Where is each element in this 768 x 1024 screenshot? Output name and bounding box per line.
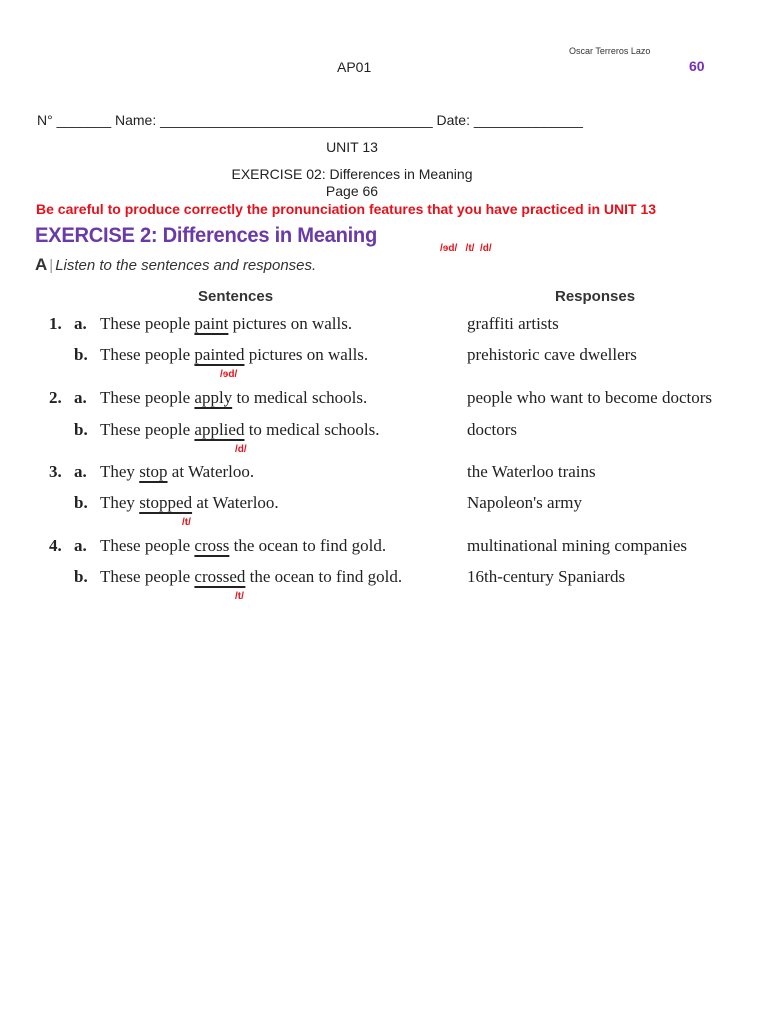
target-verb: cross (194, 536, 230, 555)
item-letter: a. (74, 314, 87, 333)
sentence-start: They (100, 462, 140, 481)
item-letter: b. (74, 567, 88, 586)
response: doctors (467, 420, 518, 439)
exercise-item (0, 314, 768, 346)
exercise-item (0, 536, 768, 568)
item-number: 1. (49, 314, 62, 333)
sentence-end: to medical schools. (232, 388, 368, 407)
unit-label: UNIT 13 (326, 139, 378, 155)
sentences-header: Sentences (198, 288, 274, 305)
divider: | (49, 257, 54, 274)
target-verb: stop (139, 462, 168, 481)
sentence-end: at Waterloo. (192, 493, 279, 512)
author-name: Oscar Terreros Lazo (569, 46, 651, 56)
pronunciation-mark: /d/ (235, 444, 247, 455)
instruction-text: Listen to the sentences and responses. (55, 257, 317, 274)
sentence-end: to medical schools. (244, 420, 380, 439)
sentence-start: These people (100, 345, 195, 364)
pronunciation-mark: /t/ (182, 517, 191, 528)
exercise-title: EXERCISE 02: Differences in Meaning (231, 166, 473, 182)
page-number: Page 66 (325, 183, 379, 199)
sentence (100, 567, 402, 587)
sentence-end: the ocean to find gold. (245, 567, 403, 586)
target-verb: applied (194, 420, 245, 439)
exercise-item (0, 345, 768, 380)
section-letter: A (35, 255, 48, 274)
sentence-end: at Waterloo. (167, 462, 255, 481)
item-letter: b. (74, 493, 88, 512)
response: 16th-century Spaniards (467, 567, 626, 586)
sentence-start: These people (100, 567, 195, 586)
exercise-item (0, 388, 768, 420)
exercise-item (0, 462, 768, 494)
sentence-start: They (100, 493, 140, 512)
sentence (100, 388, 367, 408)
sentence (100, 314, 352, 334)
sentence (100, 420, 379, 440)
item-number: 4. (49, 536, 62, 555)
instruction-line (35, 255, 316, 275)
exercise-item (0, 493, 768, 528)
item-letter: a. (74, 462, 87, 481)
item-letter: b. (74, 420, 88, 439)
sentence (100, 345, 368, 365)
sentence-end: pictures on walls. (244, 345, 369, 364)
sentence (100, 493, 279, 513)
target-verb: painted (194, 345, 245, 364)
score: 60 (689, 58, 705, 74)
item-letter: a. (74, 388, 87, 407)
sentence (100, 536, 386, 556)
response: graffiti artists (467, 314, 559, 333)
target-verb: stopped (139, 493, 193, 512)
sentence-end: pictures on walls. (228, 314, 353, 333)
sentence (100, 462, 254, 482)
exercise-item (0, 420, 768, 455)
pronunciation-mark: /t/ (235, 591, 244, 602)
sentence-start: These people (100, 388, 195, 407)
item-letter: a. (74, 536, 87, 555)
sentence-start: These people (100, 536, 195, 555)
target-verb: paint (194, 314, 229, 333)
item-number: 3. (49, 462, 62, 481)
exercise-item (0, 567, 768, 602)
document-code: AP01 (337, 59, 372, 75)
response: Napoleon's army (467, 493, 582, 512)
item-letter: b. (74, 345, 88, 364)
student-fields-line: N° _______ Name: ___________________________________ Date: ______________ (37, 112, 583, 128)
target-verb: crossed (194, 567, 246, 586)
response: the Waterloo trains (467, 462, 596, 481)
sentence-start: These people (100, 420, 195, 439)
response: people who want to become doctors (467, 388, 713, 407)
phoneme-key: /ɘd/ /t/ /d/ (440, 243, 492, 254)
responses-header: Responses (555, 288, 636, 305)
response: prehistoric cave dwellers (467, 345, 637, 364)
target-verb: apply (194, 388, 233, 407)
sentence-end: the ocean to find gold. (229, 536, 387, 555)
book-exercise-title: EXERCISE 2: Differences in Meaning (35, 224, 377, 247)
response: multinational mining companies (467, 536, 688, 555)
pronunciation-mark: /ɘd/ (220, 369, 238, 380)
warning-note: Be careful to produce correctly the pronunciation features that you have practiced in UNIT 13 (36, 201, 657, 217)
item-number: 2. (49, 388, 62, 407)
sentence-start: These people (100, 314, 195, 333)
